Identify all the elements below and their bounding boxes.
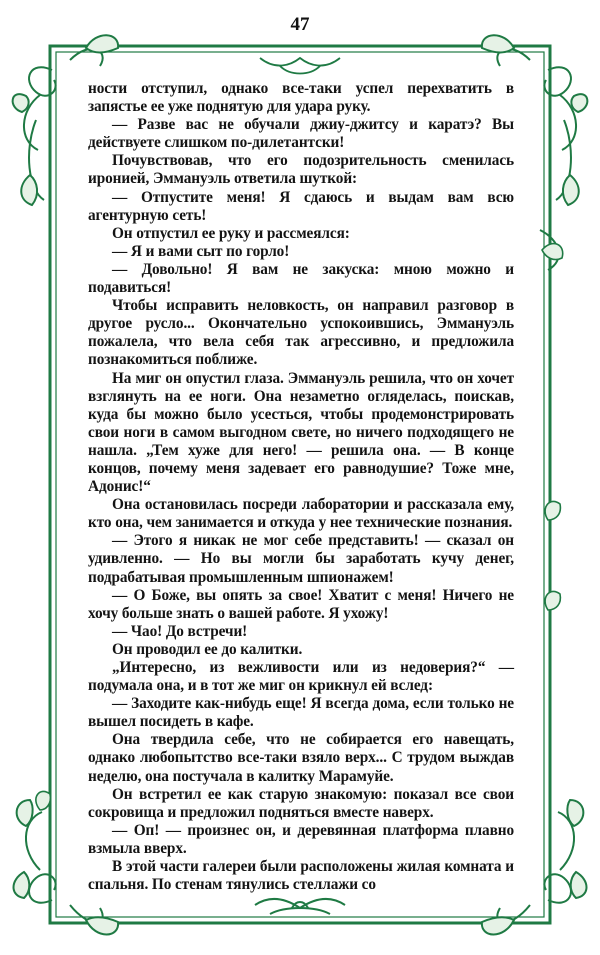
body-text xyxy=(88,80,514,894)
paragraph: Она твердила себе, что не собирается его навещать, однако любопытство все-таки взяло верх... С трудом выждав неделю, она постучала в калитку Марамуйе. xyxy=(88,731,514,785)
paragraph: На миг он опустил глаза. Эммануэль решила, что он хочет взглянуть на ее ноги. Она незаметно огляделась, поискав, куда бы можно было усесться, чтобы продемонстрировать свои ноги в самом выгодном свете, но ничего подходящего не нашла. „Тем хуже для него! — решила она. — В конце концов, почему меня задевает его равнодушие? Тоже мне, Адонис!“ xyxy=(88,369,514,496)
paragraph: — Оп! — произнес он, и деревянная платформа плавно взмыла вверх. xyxy=(88,821,514,857)
paragraph: Он проводил ее до калитки. xyxy=(112,640,303,658)
paragraph: — Я и вами сыт по горло! xyxy=(112,242,290,260)
paragraph: — Отпустите меня! Я сдаюсь и выдам вам всю агентурную сеть! xyxy=(88,188,514,224)
bottom-center-ornament xyxy=(255,899,345,914)
paragraph: Он отпустил ее руку и рассмеялся: xyxy=(112,224,350,242)
paragraph: Почувствовав, что его подозрительность сменилась иронией, Эммануэль ответила шуткой: xyxy=(88,152,514,188)
paragraph: — Этого я никак не мог себе представить! — сказал он удивленно. — Но вы могли бы заработать кучу денег, подрабатывая промышленным шпионажем! xyxy=(88,532,514,586)
paragraph: — Заходите как-нибудь еще! Я всегда дома, если только не вышел посидеть в кафе. xyxy=(88,695,514,731)
paragraph: — Разве вас не обучали джиу-джитсу и каратэ? Вы действуете слишком по-дилетантски! xyxy=(88,116,514,152)
paragraph: Она остановилась посреди лаборатории и рассказала ему, кто она, чем занимается и откуда у нее технические познания. xyxy=(88,496,514,532)
paragraph: „Интересно, из вежливости или из недоверия?“ — подумала она, и в тот же миг он крикнул ей вслед: xyxy=(88,659,514,695)
paragraph: Чтобы исправить неловкость, он направил разговор в другое русло... Окончательно успокоившись, Эммануэль пожалела, что вела себя так агрессивно, и предложила познакомиться поближе. xyxy=(88,297,514,369)
paragraph: Он встретил ее как старую знакомую: показал все свои сокровища и предложил подняться вместе наверх. xyxy=(88,785,514,821)
top-center-ornament xyxy=(260,58,340,74)
paragraph: — Чао! До встречи! xyxy=(112,622,248,640)
paragraph: ности отступил, однако все-таки успел перехватить в запястье ее уже поднятую для удара руку. xyxy=(88,80,514,116)
page-number: 47 xyxy=(290,14,310,35)
paragraph: — Довольно! Я вам не закуска: мною можно и подавиться! xyxy=(88,260,514,297)
paragraph: — О Боже, вы опять за свое! Хватит с меня! Ничего не хочу больше знать о вашей работе. Я ухожу! xyxy=(88,586,514,622)
paragraph: В этой части галереи были расположены жилая комната и спальня. По стенам тянулись стеллажи со xyxy=(88,858,514,894)
